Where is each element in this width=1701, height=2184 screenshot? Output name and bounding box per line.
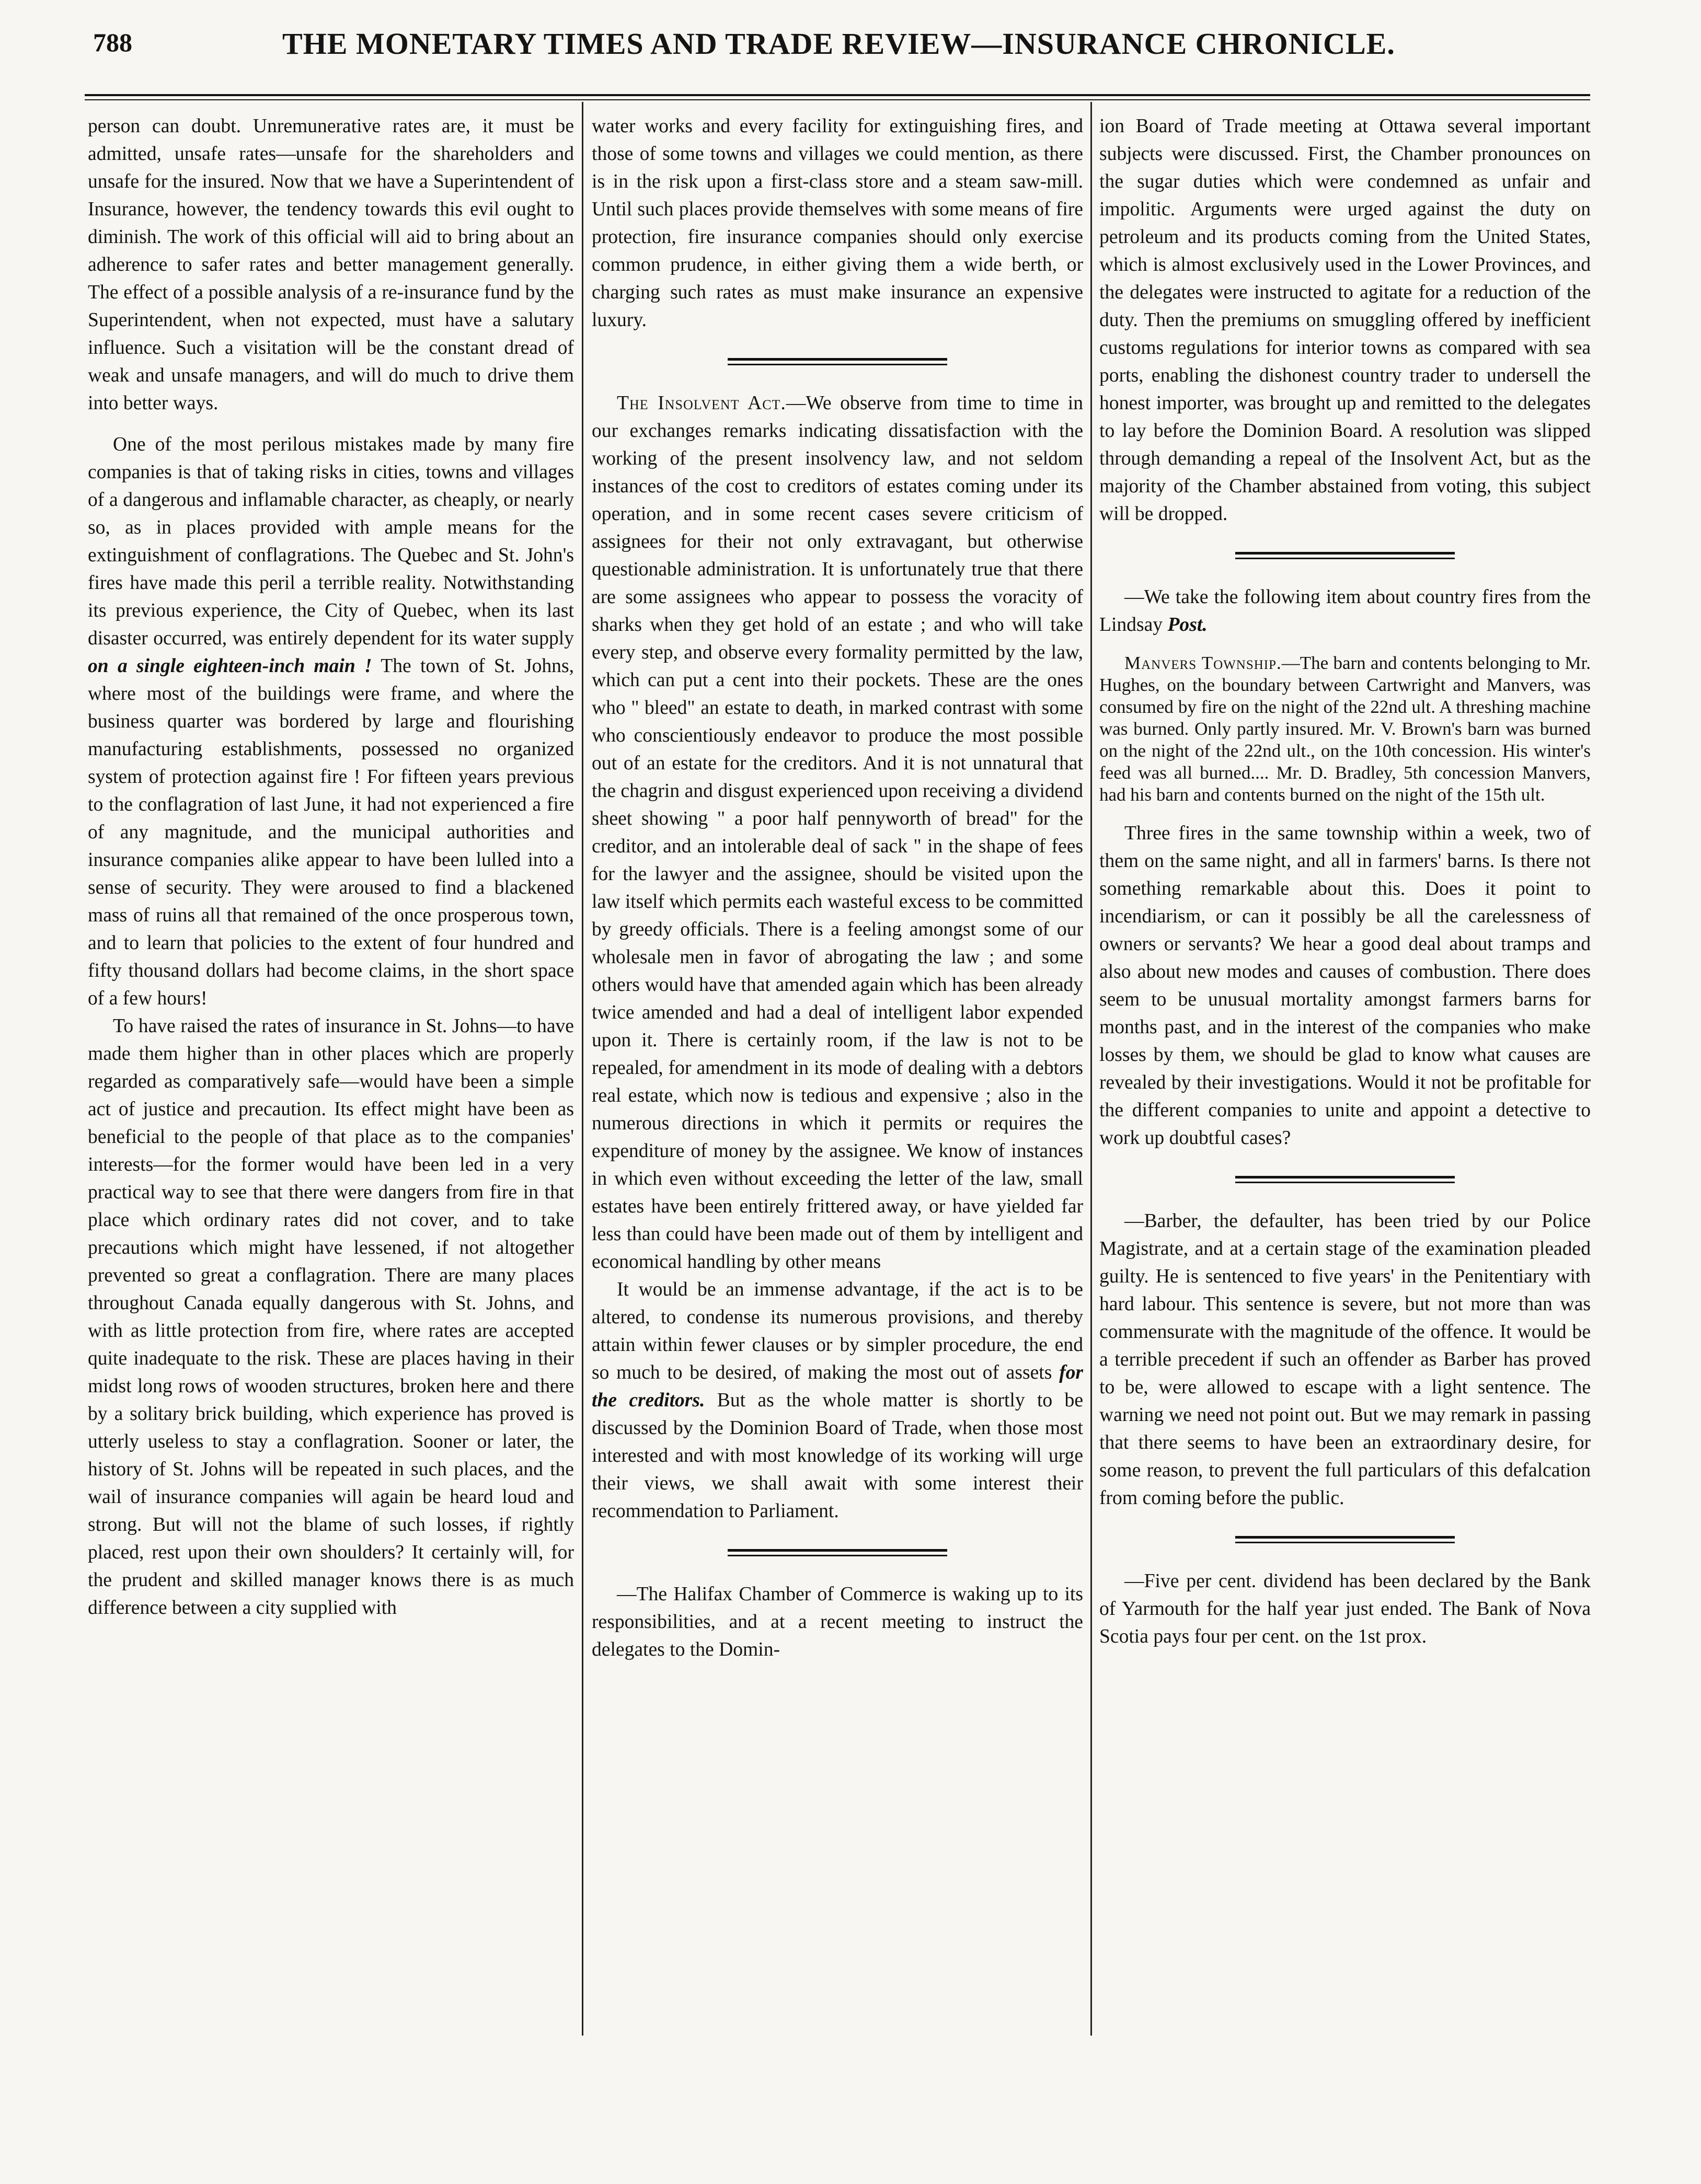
text-run: The town of St. Johns, where most of the buildings were frame, and where the business quarter was bordered by large and flourishing manufacturing establishments, possessed no organized system of protection against fire ! For fifteen years previous to the conflagration of last June, it had not experienced a fire of any magnitude, and the municipal authorities and insurance companies alike appear to have been lulled into a sense of security. They were aroused to find a blackened mass of ruins all that remained of the once prosperous town, and to learn that policies to the extent of four hundred and fifty thousand dollars had become claims, in the short space of a few hours! — [88, 655, 574, 1009]
paragraph — [592, 389, 1083, 1276]
paragraph: —Barber, the defaulter, has been tried by our Police Magistrate, and at a certain stage of the examination pleaded guilty. He is sentenced to five years' in the Penitentiary with hard labour. This sentence is severe, but not more than was commensurate with the magnitude of the offence. It would be a terrible precedent if such an offender as Barber has proved to be, were allowed to escape with a light sentence. The warning we need not point out. But we may remark in passing that there seems to have been an extraordinary desire, for some reason, to prevent the full particulars of this defalcation from coming before the public. — [1099, 1210, 1591, 1509]
section-heading: Manvers Township. — [1124, 653, 1282, 673]
page-number: 788 — [93, 28, 132, 57]
paragraph — [1099, 583, 1591, 639]
paragraph: —The Halifax Chamber of Commerce is waking up to its responsibilities, and at a recent meeting to instruct the delegates to the Domin- — [592, 1584, 1083, 1660]
emphasis: on a single eighteen-inch main ! — [88, 655, 372, 677]
section-divider — [1235, 552, 1455, 559]
emphasis: for the creditors. — [592, 1362, 1083, 1411]
paragraph — [88, 431, 574, 1012]
emphasis: Post. — [1167, 614, 1208, 635]
section-divider — [1235, 1536, 1455, 1543]
paragraph: Three fires in the same township within a week, two of them on the same night, and all in farmers' barns. Is there not something remarkable about this. Does it point to incendiarism, or can it possibly be all the carelessness of owners or servants? We hear a good deal about tramps and also about new modes and causes of combustion. There does seem to be unusual mortality amongst farmers barns for months past, and in the interest of the companies who make losses by them, we should be glad to know what causes are revealed by their investigations. Would it not be profitable for the different companies to unite and appoint a detective to work up doubtful cases? — [1099, 823, 1591, 1149]
text-run: —We observe from time to time in our exchanges remarks indicating dissatisfaction with the working of the present insolvency law, and not seldom instances of the cost to creditors of estates coming under its operation, and in some recent cases severe criticism of assignees for their not only extravagant, but otherwise questionable administration. It is unfortunately true that there are some assignees who appear to possess the voracity of sharks when they get hold of an estate ; and who will take every step, and observe every formality permitted by the law, which can put a cent into their pockets. These are the ones who " bleed" an estate to death, in marked contrast with some who conscientiously endeavor to produce the most possible out of an estate for the creditors. And it is not unnatural that the chagrin and disgust experienced upon receiving a dividend sheet showing " a poor half pennyworth of bread" for the creditor, and an intolerable deal of sack " in the shape of fees for the lawyer and the assignee, should be visited upon the law itself which permits each wasteful excess to be committed by greedy officials. There is a feeling amongst some of our wholesale men in favor of abrogating the law ; and some others would have that amended again which has been already twice amended and had a deal of intelligent labor expended upon it. There is certainly room, if the law is not to be repealed, for amendment in its mode of dealing with a debtors real estate, which now is tedious and expensive ; also in the numerous directions in which it permits or requires the expenditure of money by the assignee. We know of instances in which even without exceeding the letter of the law, small estates have been entirely frittered away, or have yielded far less than could have been made out of them by intelligent and economical handling by other means — [592, 392, 1084, 1273]
column-3 — [1099, 112, 1591, 1650]
column-2 — [592, 112, 1083, 1663]
text-run: —The barn and contents belonging to Mr. Hughes, on the boundary between Cartwright and Manvers, was consumed by fire on the night of the 22nd ult. A threshing machine was burned. Only partly insured. Mr. V. Brown's barn was burned on the night of the 22nd ult., on the 10th concession. His winter's feed was all burned.... Mr. D. Bradley, 5th concession Manvers, had his barn and contents burned on the night of the 15th ult. — [1099, 653, 1591, 805]
column-rule — [582, 102, 583, 2036]
text-run: But as the whole matter is shortly to be discussed by the Dominion Board of Trade, when those most interested and with most knowledge of its working will urge their views, we shall await with some interest their recommendation to Parliament. — [592, 1390, 1083, 1522]
header-rule — [85, 94, 1590, 100]
column-1 — [88, 112, 574, 1622]
text-run: —We take the following item about country fires from the Lindsay — [1099, 586, 1591, 635]
section-divider — [728, 1549, 947, 1556]
section-divider — [1235, 1176, 1455, 1183]
text-run: It would be an immense advantage, if the act is to be altered, to condense its numerous provisions, and thereby attain within fewer clauses or by simpler procedure, the end so much to be desired, of making the most out of assets — [592, 1279, 1083, 1383]
paragraph: ion Board of Trade meeting at Ottawa several important subjects were discussed. First, the Chamber pronounces on the sugar duties which were condemned as unfair and impolitic. Arguments were urged against the duty on petroleum and its products coming from the United States, which is almost exclusively used in the Lower Provinces, and the delegates were instructed to agitate for a reduction of the duty. Then the premiums on smuggling offered by inefficient customs regulations for interior towns as compared with sea ports, enabling the dishonest country trader to undersell the honest importer, was brought up and remitted to the delegates to lay before the Dominion Board. A resolution was slipped through demanding a repeal of the Insolvent Act, but as the majority of the Chamber abstained from voting, this subject will be dropped. — [1099, 115, 1591, 525]
paragraph: person can doubt. Unremunerative rates are, it must be admitted, unsafe rates—unsafe for the shareholders and unsafe for the insured. Now that we have a Superintendent of Insurance, however, the tendency towards this evil ought to diminish. The work of this official will aid to bring about an adherence to safer rates and better management generally. The effect of a possible analysis of a re-insurance fund by the Superintendent, when not expected, must have a salutary influence. Such a visitation will be the constant dread of weak and unsafe managers, and will do much to drive them into better ways. — [88, 115, 574, 414]
section-heading: The Insolvent Act. — [617, 392, 786, 414]
paragraph — [1099, 652, 1591, 806]
running-head: THE MONETARY TIMES AND TRADE REVIEW—INSURANCE CHRONICLE. — [282, 27, 1395, 61]
column-rule — [1090, 102, 1092, 2036]
paragraph: water works and every facility for extinguishing fires, and those of some towns and villages we could mention, as there is in the risk upon a first-class store and a steam saw-mill. Until such places provide themselves with some means of fire protection, fire insurance companies should only exercise common prudence, in either giving them a wide berth, or charging such rates as must make insurance an expensive luxury. — [592, 115, 1083, 331]
paragraph: —Five per cent. dividend has been declared by the Bank of Yarmouth for the half year just ended. The Bank of Nova Scotia pays four per cent. on the 1st prox. — [1099, 1570, 1591, 1647]
text-run: One of the most perilous mistakes made by many fire companies is that of taking risks in cities, towns and villages of a dangerous and inflamable character, as cheaply, or nearly so, as in places provided with ample means for the extinguishment of conflagrations. The Quebec and St. John's fires have made this peril a terrible reality. Notwithstanding its previous experience, the City of Quebec, when its last disaster occurred, was entirely dependent for its water supply — [88, 434, 574, 649]
paragraph: To have raised the rates of insurance in St. Johns—to have made them higher than in other places which are properly regarded as comparatively safe—would have been a simple act of justice and precaution. Its effect might have been as beneficial to the people of that place as to the companies' interests—for the former would have been led in a very practical way to see that there were dangers from fire in that place which ordinary rates did not cover, and to take precautions which might have lessened, if not altogether prevented so great a conflagration. There are many places throughout Canada equally dangerous with St. Johns, and with as little protection from fire, where rates are accepted quite inadequate to the risk. These are places having in their midst long rows of wooden structures, broken here and there by a solitary brick building, which experience has proved is utterly useless to stay a conflagration. Sooner or later, the history of St. Johns will be repeated in such places, and the wail of insurance companies will again be heard loud and strong. But will not the blame of such losses, if rightly placed, rest upon their own shoulders? It certainly will, for the prudent and skilled manager knows there is as much difference between a city supplied with — [88, 1015, 574, 1619]
paragraph — [592, 1276, 1083, 1525]
section-divider — [728, 358, 947, 365]
